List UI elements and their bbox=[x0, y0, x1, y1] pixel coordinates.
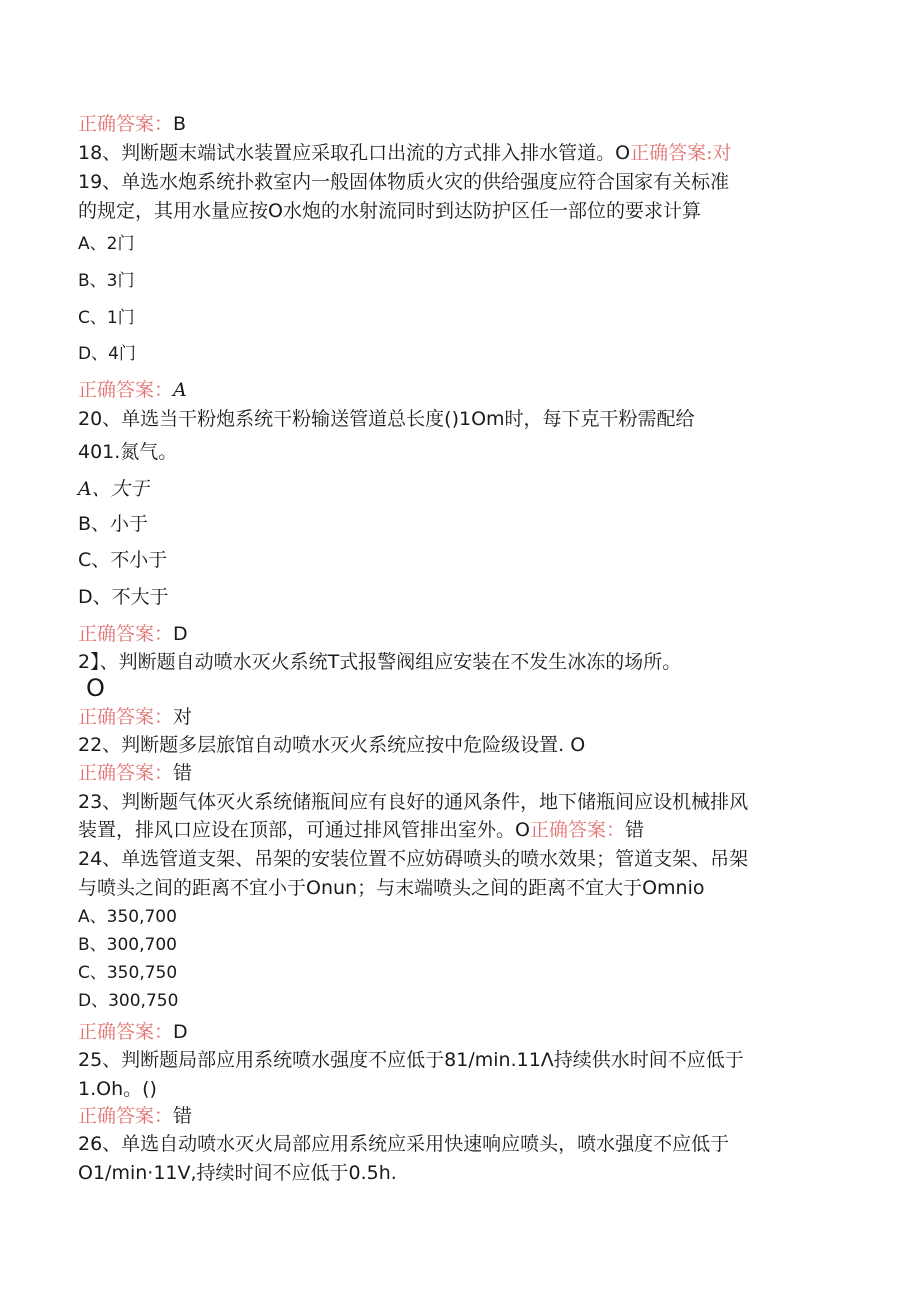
answer-value: D bbox=[173, 1021, 188, 1043]
answer-value: 错 bbox=[624, 819, 644, 841]
question-19-line-2: 的规定，其用水量应按O水炮的水射流同时到达防护区任一部位的要求计算 bbox=[78, 200, 701, 222]
question-text: 装置，排风口应设在顶部，可通过排风管排出室外。O bbox=[78, 819, 530, 841]
question-26-line-1: 26、单选自动喷水灭火局部应用系统应采用快速响应喷头，喷水强度不应低于 bbox=[78, 1133, 730, 1155]
answer-q24 bbox=[78, 1020, 188, 1044]
question-26-line-2: O1∕min·11V,持续时间不应低于0.5h. bbox=[78, 1162, 397, 1184]
answer-label: 正确答案： bbox=[78, 1105, 174, 1127]
answer-value: D bbox=[173, 623, 188, 645]
answer-q19 bbox=[78, 378, 187, 402]
option-a: A、2门 bbox=[78, 234, 135, 254]
answer-label: 正确答案： bbox=[78, 379, 174, 401]
answer-q20 bbox=[78, 622, 188, 646]
question-24-line-2: 与喷头之间的距离不宜小于Onun；与末端喷头之间的距离不宜大于Omnio bbox=[78, 877, 705, 899]
question-19-line-1: 19、单选水炮系统扑救室内一般固体物质火灾的供给强度应符合国家有关标准 bbox=[78, 171, 730, 193]
answer-q25 bbox=[78, 1104, 192, 1128]
option-b: B、小于 bbox=[78, 513, 149, 535]
answer-value: 错 bbox=[173, 1105, 193, 1127]
question-25-line-1: 25、判断题局部应用系统喷水强度不应低于81∕min.11Λ持续供水时间不应低于 bbox=[78, 1049, 744, 1071]
option-a: A、350,700 bbox=[78, 907, 177, 927]
answer-q22 bbox=[78, 761, 192, 785]
answer-value: B bbox=[173, 113, 187, 135]
option-a bbox=[78, 477, 149, 501]
answer-label: 正确答案： bbox=[78, 706, 174, 728]
option-c: C、350,750 bbox=[78, 963, 178, 983]
answer-label: 正确答案： bbox=[529, 819, 625, 841]
option-d: D、4门 bbox=[78, 344, 136, 364]
question-21-line-2: O bbox=[86, 674, 105, 702]
answer-value: A bbox=[173, 379, 187, 401]
answer-inline: 正确答案:对 bbox=[630, 142, 732, 164]
option-d: D、不大于 bbox=[78, 586, 169, 608]
answer-label: 正确答案： bbox=[78, 113, 174, 135]
question-20-line-2: 401.氮气。 bbox=[78, 441, 178, 463]
question-23-line-2 bbox=[78, 818, 644, 842]
answer-label: 正确答案： bbox=[78, 762, 174, 784]
question-23-line-1: 23、判断题气体灭火系统储瓶间应有良好的通风条件，地下储瓶间应设机械排风 bbox=[78, 791, 749, 813]
option-c: C、1门 bbox=[78, 308, 135, 328]
question-24-line-1: 24、单选管道支架、吊架的安装位置不应妨碍喷头的喷水效果；管道支架、吊架 bbox=[78, 848, 749, 870]
answer-q21 bbox=[78, 705, 192, 729]
answer-value: 对 bbox=[173, 706, 193, 728]
option-d: D、300,750 bbox=[78, 991, 179, 1011]
answer-label: 正确答案： bbox=[78, 1021, 174, 1043]
question-18 bbox=[78, 141, 732, 165]
question-25-line-2: 1.Oh。() bbox=[78, 1078, 157, 1100]
option-c: C、不小于 bbox=[78, 549, 168, 571]
question-text: 18、判断题末端试水装置应采取孔口出流的方式排入排水管道。O bbox=[78, 142, 631, 164]
answer-value: 错 bbox=[173, 762, 193, 784]
question-21-line-1: 2】、判断题自动喷水灭火系统T式报警阀组应安装在不发生冰冻的场所。 bbox=[78, 651, 682, 673]
answer-q17 bbox=[78, 112, 186, 136]
question-20-line-1: 20、单选当干粉炮系统干粉输送管道总长度()1Om时，每下克干粉需配给 bbox=[78, 408, 695, 430]
answer-label: 正确答案： bbox=[78, 623, 174, 645]
question-22: 22、判断题多层旅馆自动喷水灭火系统应按中危险级设置. O bbox=[78, 734, 586, 756]
option-b: B、3门 bbox=[78, 271, 135, 291]
option-text: A、大于 bbox=[78, 478, 149, 500]
option-b: B、300,700 bbox=[78, 935, 177, 955]
